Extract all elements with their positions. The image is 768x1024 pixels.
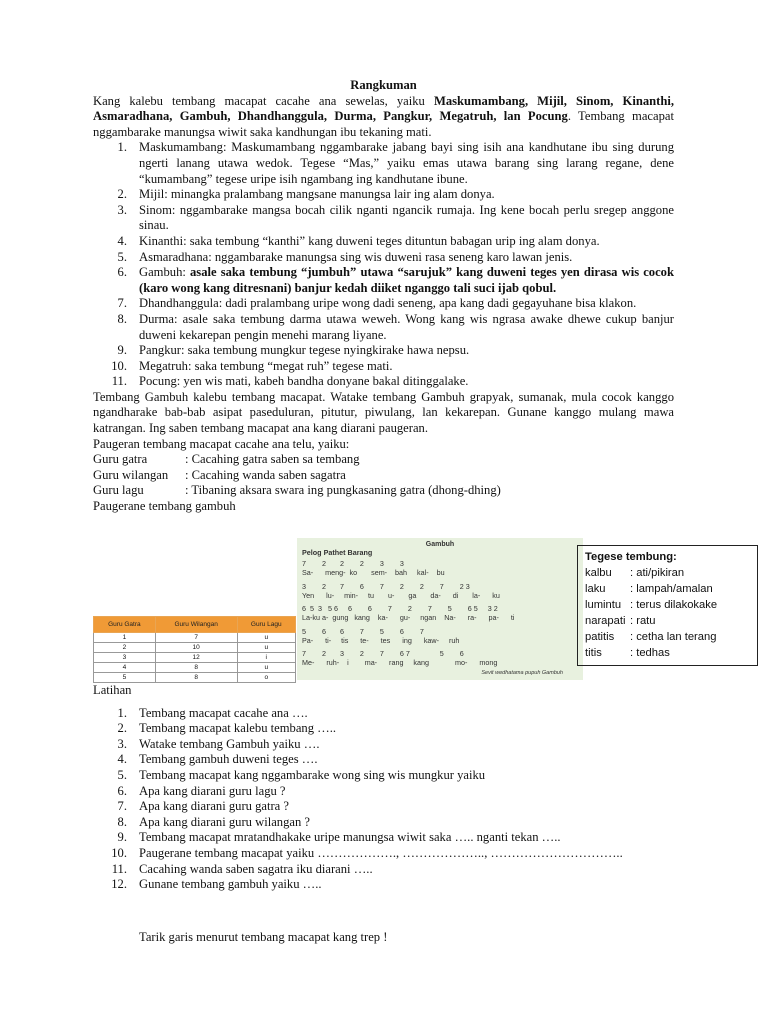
item-number: 11. (111, 374, 127, 389)
paugeran-intro: Paugeran tembang macapat cacahe ana telu, yaiku: (93, 436, 350, 451)
tegese-word: lumintu (585, 599, 622, 611)
item-text: Dhandhanggula: dadi pralambang uripe wong dadi seneng, apa kang dadi gegayuhane bisa klakon. (139, 296, 637, 311)
tegese-row (585, 565, 757, 581)
list-item (93, 296, 674, 312)
list-item (93, 140, 674, 187)
list-item (93, 721, 674, 737)
table-row (94, 663, 296, 673)
tegese-word: laku (585, 583, 606, 595)
page-title: Rangkuman (350, 78, 417, 92)
list-item (93, 374, 674, 390)
notation-row: 5 6 6 7 5 6 7 (302, 627, 424, 636)
list-item (93, 359, 674, 375)
table-cell: u (237, 663, 295, 673)
notation-title: Gambuh (425, 541, 455, 548)
tegese-meaning: : lampah/amalan (630, 583, 713, 595)
paugeran-value: : Tibaning aksara swara ing pungkasaning gatra (dhong-dhing) (185, 483, 501, 498)
notation-row: La-ku a- gung kang ka- gu- ngan Na- ra- pa- ti (302, 613, 515, 622)
table-cell: o (237, 673, 295, 683)
table-row (94, 653, 296, 663)
intro-text: Kang kalebu tembang macapat cacahe ana sewelas, yaiku (93, 93, 434, 108)
item-text: Apa kang diarani guru gatra ? (139, 799, 290, 814)
table-cell: 10 (155, 643, 237, 653)
list-item (93, 815, 674, 831)
notation-row: Pa- ti- tis te- tes ing kaw- ruh (302, 636, 460, 645)
item-number: 4. (117, 752, 127, 767)
item-text: Sinom: nggambarake mangsa bocah cilik nganti ngancik rumaja. Ing kene bocah perlu sregep anggone sinau. (139, 202, 674, 233)
tegese-row (585, 629, 757, 645)
item-number: 5. (117, 249, 127, 264)
list-item (93, 187, 674, 203)
tegese-word: narapati (585, 615, 626, 627)
latihan-section (93, 683, 674, 893)
table-cell: u (237, 643, 295, 653)
item-text: Tembang macapat kalebu tembang ….. (139, 721, 337, 736)
guru-table-wrap (93, 616, 296, 683)
tegese-meaning: : tedhas (630, 647, 670, 659)
tegese-word: kalbu (585, 567, 612, 579)
item-number: 2. (117, 187, 127, 202)
list-item (93, 862, 674, 878)
tegese-meaning: : ati/pikiran (630, 567, 685, 579)
notation-row: Me- ruh- i ma- rang kang mo- mong (302, 658, 498, 667)
intro-paragraph (93, 94, 674, 141)
list-item (93, 752, 674, 768)
item-text: Mijil: minangka pralambang mangsane manungsa lair ing alam donya. (139, 187, 495, 202)
table-cell: 8 (155, 673, 237, 683)
item-number: 10. (111, 845, 127, 860)
paugeran-gambuh-heading: Paugerane tembang gambuh (93, 499, 236, 514)
item-text: Pocung: yen wis mati, kabeh bandha donyane bakal ditinggalake. (139, 374, 469, 389)
item-bold-text: asale saka tembung “jumbuh” utawa “sarujuk” kang duweni teges yen dirasa wis cocok (karo wong kang ditresnani) banjur kedah diiket nganggo tali suci ijab qobul. (139, 265, 674, 295)
table-header: Guru Wilangan (155, 617, 237, 633)
table-cell: 1 (94, 633, 156, 643)
item-text: Tembang gambuh duweni teges …. (139, 752, 318, 767)
item-number: 8. (117, 814, 127, 829)
table-cell: 7 (155, 633, 237, 643)
item-text: Gambuh: (139, 265, 190, 280)
item-text: Megatruh: saka tembung “megat ruh” tegese mati. (139, 358, 393, 373)
notation-row: Yen lu- min- tu u- ga da- di la- ku (302, 591, 500, 600)
table-header: Guru Lagu (237, 617, 295, 633)
latihan-list (93, 706, 674, 893)
table-row (94, 643, 296, 653)
paugeran-row (93, 468, 674, 484)
tegese-meaning: : terus dilakokake (630, 599, 718, 611)
table-row (94, 673, 296, 683)
item-text: Cacahing wanda saben sagatra iku diarani ….. (139, 861, 373, 876)
item-text: Apa kang diarani guru lagu ? (139, 783, 286, 798)
item-text: Asmaradhana: nggambarake manungsa sing wis duweni rasa seneng karo lawan jenis. (139, 249, 573, 264)
item-text: Tembang macapat cacahe ana …. (139, 705, 308, 720)
item-number: 7. (117, 799, 127, 814)
tegese-word: patitis (585, 631, 615, 643)
paugeran-row (93, 452, 674, 468)
list-item (93, 250, 674, 266)
item-text: Tembang macapat mratandhakake uripe manungsa wiwit saka ….. nganti tekan ….. (139, 830, 561, 845)
tegese-word: titis (585, 647, 602, 659)
table-header: Guru Gatra (94, 617, 156, 633)
table-cell: 8 (155, 663, 237, 673)
notation-row: 7 2 3 2 7 6 7 5 6 (302, 649, 464, 658)
table-cell: 12 (155, 653, 237, 663)
item-number: 8. (117, 311, 127, 326)
paugeran-key: Guru gatra (93, 452, 148, 467)
item-number: 1. (117, 705, 127, 720)
tegese-meaning: : ratu (630, 615, 656, 627)
item-number: 7. (117, 296, 127, 311)
list-item (93, 234, 674, 250)
notation-row: Sa- meng- ko sem- bah kal- bu (302, 568, 445, 577)
notation-row: 3 2 7 6 7 2 2 7 2 3 (302, 582, 470, 591)
list-item (93, 768, 674, 784)
item-number: 1. (117, 140, 127, 155)
list-item (93, 706, 674, 722)
paugeran-list (93, 452, 674, 499)
list-item (93, 265, 674, 296)
summary-section (93, 78, 674, 515)
instruction: Tarik garis menurut tembang macapat kang trep ! (139, 930, 388, 944)
table-cell: i (237, 653, 295, 663)
item-text: Gunane tembang gambuh yaiku ….. (139, 877, 322, 892)
table-cell: u (237, 633, 295, 643)
tegese-row (585, 613, 757, 629)
list-item (93, 877, 674, 893)
item-text: Kinanthi: saka tembung “kanthi” kang duweni teges dituntun babagan urip ing alam donya. (139, 233, 600, 248)
item-number: 9. (117, 830, 127, 845)
table-cell: 3 (94, 653, 156, 663)
macapat-list (93, 140, 674, 390)
item-number: 2. (117, 721, 127, 736)
paugeran-value: : Cacahing wanda saben sagatra (185, 467, 346, 482)
gambuh-notation-image (297, 538, 583, 680)
item-number: 6. (117, 783, 127, 798)
list-item (93, 343, 674, 359)
list-item (93, 784, 674, 800)
notation-row: 6 5 3 5 6 6 6 7 2 7 5 6 5 3 2 (302, 604, 498, 613)
item-number: 4. (117, 233, 127, 248)
item-number: 10. (111, 358, 127, 373)
tegese-row (585, 597, 757, 613)
item-number: 3. (117, 202, 127, 217)
item-text: Apa kang diarani guru wilangan ? (139, 814, 311, 829)
item-text: Durma: asale saka tembung darma utawa weweh. Wong kang wis ngrasa awake dhewe cukup banjur duweni kekarepan pengin menehi marang liyane. (139, 311, 674, 342)
notation-row: 7 2 2 2 3 3 (302, 559, 404, 568)
guru-table (93, 616, 296, 683)
table-cell: 5 (94, 673, 156, 683)
list-item (93, 203, 674, 234)
paugeran-key: Guru lagu (93, 483, 144, 498)
item-number: 12. (111, 877, 127, 892)
notation-subtitle: Pelog Pathet Barang (302, 548, 373, 557)
notation-caption: Sevit wedhatama pupuh Gambuh (481, 670, 563, 676)
list-item (93, 846, 674, 862)
intro-bold-list: Maskumambang, Mijil, Sinom, Kinanthi, Asmaradhana, Gambuh, Dhandhanggula, Durma, Pangkur, Megatruh, lan Pocung (93, 93, 674, 124)
list-item (93, 312, 674, 343)
tegese-row (585, 645, 757, 661)
intro-text-end: . Tembang macapat nggambarake manungsa wiwit saka kandhungan ibu tekaning mati. (93, 109, 674, 139)
gambuh-figure (93, 540, 768, 685)
gambuh-paragraph: Tembang Gambuh kalebu tembang macapat. Watake tembang Gambuh grapyak, sumanak, mula cocok kanggo ngandharake bab-bab asipat paseduluran, pitutur, piwulang, lan kekarepan. Gunane kanggo mulang mawa katrangan. Ing saben tembang macapat ana kang diarani paugeran. (93, 389, 674, 436)
item-text: Paugerane tembang macapat yaiku ………………., ……………….., ………………………….. (139, 845, 623, 860)
list-item (93, 737, 674, 753)
tegese-box (577, 545, 758, 666)
paugeran-value: : Cacahing gatra saben sa tembang (185, 452, 360, 467)
item-number: 11. (111, 861, 127, 876)
list-item (93, 830, 674, 846)
tegese-meaning: : cetha lan terang (630, 631, 717, 643)
table-row (94, 633, 296, 643)
item-number: 5. (117, 767, 127, 782)
item-text: Tembang macapat kang nggambarake wong sing wis mungkur yaiku (139, 767, 486, 782)
item-number: 3. (117, 736, 127, 751)
paugeran-key: Guru wilangan (93, 467, 169, 482)
paugeran-row (93, 483, 674, 499)
item-number: 6. (117, 265, 127, 280)
latihan-title: Latihan (93, 683, 132, 697)
table-cell: 4 (94, 663, 156, 673)
item-text: Watake tembang Gambuh yaiku …. (139, 736, 320, 751)
table-cell: 2 (94, 643, 156, 653)
item-number: 9. (117, 343, 127, 358)
tegese-title: Tegese tembung: (585, 551, 677, 563)
item-text: Maskumambang: Maskumambang nggambarake jabang bayi sing isih ana kandhutane ibu sing durung ngerti lanang utawa wedok. Tegese “Mas,” yaiku emas utawa barang sing larang regane, dene “kumambang” tegese uripe isih ngambang ing kandhutane ibune. (139, 140, 674, 186)
item-text: Pangkur: saka tembung mungkur tegese nyingkirake hawa nepsu. (139, 343, 470, 358)
list-item (93, 799, 674, 815)
tegese-row (585, 581, 757, 597)
